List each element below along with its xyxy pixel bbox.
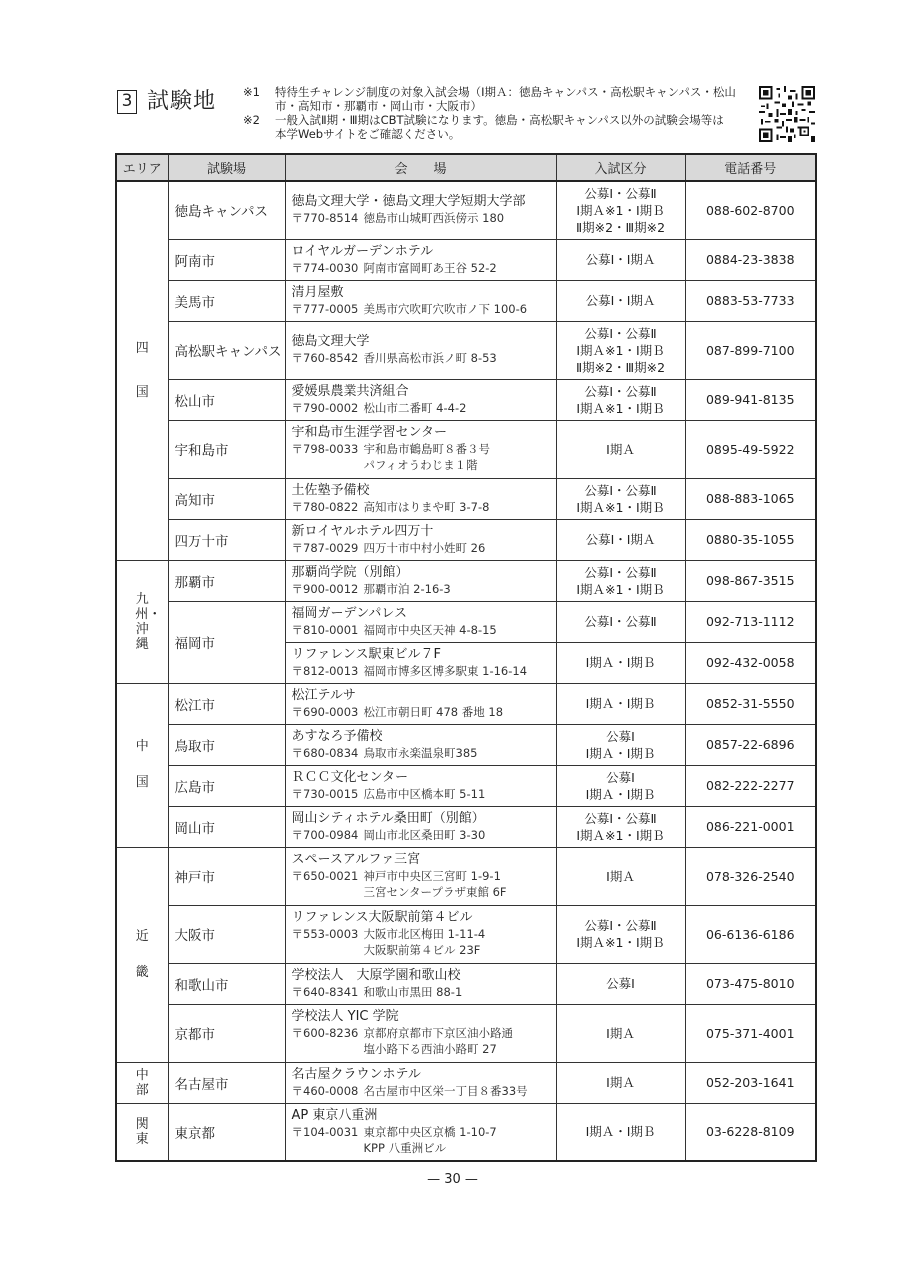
area-label-char: 近 <box>135 928 149 944</box>
venue-name: ＲＣＣ文化センター <box>291 769 408 785</box>
address-line: 宇和島市鶴島町８番３号 <box>363 442 490 456</box>
postal-code: 〒104-0031 <box>291 1124 359 1139</box>
tel-cell: 098-867-3515 <box>685 560 816 601</box>
kubun-line: 公募Ⅰ・公募Ⅱ <box>584 185 657 201</box>
tel-cell: 078-326-2540 <box>685 847 816 905</box>
venue-address <box>292 441 550 473</box>
kubun-cell <box>556 420 685 478</box>
area-label: 中部 <box>135 1067 149 1098</box>
venue-name: 松江テルサ <box>291 687 356 703</box>
venue-cell <box>285 1004 556 1062</box>
col-kubun: 入試区分 <box>556 154 685 181</box>
kubun-cell <box>556 519 685 560</box>
address-line: 岡山市北区桑田町 3-30 <box>363 827 486 842</box>
site-cell: 東京都 <box>168 1103 285 1161</box>
kubun-line: Ⅰ期Ａ※1・Ⅰ期Ｂ <box>576 342 665 358</box>
site-cell: 宇和島市 <box>168 420 285 478</box>
venue-name: AP 東京八重洲 <box>291 1107 378 1123</box>
table-row <box>116 379 816 420</box>
kubun-line: 公募Ⅰ・Ⅰ期Ａ <box>585 532 656 547</box>
venue-cell <box>285 683 556 724</box>
kubun-line: 公募Ⅰ・公募Ⅱ <box>584 482 657 498</box>
table-row <box>116 765 816 806</box>
area-cell <box>116 1062 168 1103</box>
kubun-cell <box>556 601 685 642</box>
kubun-line: Ⅰ期Ａ※1・Ⅰ期Ｂ <box>576 400 665 416</box>
kubun-line: Ⅰ期Ａ <box>606 441 635 457</box>
area-label-char: 四 <box>135 340 149 356</box>
address-line: 美馬市穴吹町穴吹市ノ下 100-6 <box>363 301 528 316</box>
venue-cell <box>285 963 556 1004</box>
site-cell: 高知市 <box>168 478 285 519</box>
section-header <box>117 84 817 146</box>
kubun-line: 公募Ⅰ・Ⅰ期Ａ <box>585 293 656 308</box>
address-line: KPP 八重洲ビル <box>363 1140 447 1155</box>
table-row <box>116 420 816 478</box>
venue-cell <box>285 478 556 519</box>
address-line: 東京都中央区京橋 1-10-7 <box>363 1124 497 1139</box>
venue-cell <box>285 420 556 478</box>
kubun-cell <box>556 1004 685 1062</box>
kubun-line: Ⅰ期Ａ・Ⅰ期Ｂ <box>585 655 656 670</box>
table-row <box>116 478 816 519</box>
table-row <box>116 1004 816 1062</box>
postal-code: 〒640-8341 <box>291 984 359 999</box>
venue-address <box>292 581 550 597</box>
col-area: エリア <box>116 154 168 181</box>
venue-name: 名古屋クラウンホテル <box>291 1066 421 1082</box>
table-row <box>116 560 816 601</box>
kubun-line: Ⅰ期Ａ <box>606 868 635 884</box>
postal-code: 〒787-0029 <box>291 540 359 555</box>
site-cell: 広島市 <box>168 765 285 806</box>
postal-code: 〒600-8236 <box>291 1026 359 1040</box>
exam-sites-table <box>115 153 817 1162</box>
venue-cell <box>285 1103 556 1161</box>
kubun-line: 公募Ⅰ・公募Ⅱ <box>584 383 657 399</box>
tel-cell: 0857-22-6896 <box>685 724 816 765</box>
col-venue: 会 場 <box>285 154 556 181</box>
address-line: 大阪市北区梅田 1-11-4 <box>363 927 486 941</box>
table-row <box>116 519 816 560</box>
kubun-line: Ⅰ期Ａ※1・Ⅰ期Ｂ <box>576 202 665 218</box>
venue-address <box>292 499 550 515</box>
area-label: 九州・沖縄 <box>135 591 162 652</box>
table-row <box>116 181 816 239</box>
site-cell: 名古屋市 <box>168 1062 285 1103</box>
site-cell: 大阪市 <box>168 905 285 963</box>
kubun-cell <box>556 724 685 765</box>
tel-cell: 03-6228-8109 <box>685 1103 816 1161</box>
venue-address <box>292 868 550 900</box>
kubun-cell <box>556 560 685 601</box>
address-line: 三宮センタープラザ東館 6F <box>363 885 507 899</box>
tel-cell: 086-221-0001 <box>685 806 816 847</box>
tel-cell: 073-475-8010 <box>685 963 816 1004</box>
kubun-line: 公募Ⅰ <box>606 976 635 991</box>
postal-code: 〒777-0005 <box>291 301 359 316</box>
kubun-line: 公募Ⅰ・公募Ⅱ <box>584 614 657 629</box>
venue-cell <box>285 239 556 280</box>
address-line: 京都府京都市下京区油小路通 <box>363 1026 513 1040</box>
kubun-line: 公募Ⅰ・Ⅰ期Ａ <box>585 252 656 267</box>
venue-name: リファレンス大阪駅前第４ビル <box>291 910 473 925</box>
venue-name: 学校法人 YIC 学院 <box>291 1009 399 1024</box>
table-row <box>116 280 816 321</box>
site-cell: 和歌山市 <box>168 963 285 1004</box>
postal-code: 〒770-8514 <box>291 211 359 226</box>
site-cell: 阿南市 <box>168 239 285 280</box>
venue-address <box>292 704 550 720</box>
address-line: 大阪駅前第４ビル 23F <box>363 943 481 957</box>
postal-code: 〒553-0003 <box>291 927 359 941</box>
tel-cell: 075-371-4001 <box>685 1004 816 1062</box>
postal-code: 〒812-0013 <box>291 663 359 678</box>
venue-cell <box>285 560 556 601</box>
venue-name: 新ロイヤルホテル四万十 <box>291 523 434 539</box>
table-row <box>116 847 816 905</box>
site-cell: 高松駅キャンパス <box>168 321 285 379</box>
area-label <box>135 929 149 981</box>
tel-cell: 0884-23-3838 <box>685 239 816 280</box>
tel-cell: 0852-31-5550 <box>685 683 816 724</box>
tel-cell: 088-602-8700 <box>685 181 816 239</box>
address-line: 松山市二番町 4-4-2 <box>363 400 467 415</box>
site-cell: 美馬市 <box>168 280 285 321</box>
area-label <box>135 739 149 791</box>
kubun-cell <box>556 963 685 1004</box>
site-cell: 松江市 <box>168 683 285 724</box>
note-2: ※2 一般入試Ⅱ期・Ⅲ期はCBT試験になります。徳島・高松駅キャンパス以外の試験会場等は 本学Webサイトをご確認ください。 <box>243 113 724 141</box>
venue-address <box>292 260 550 276</box>
kubun-line: Ⅰ期Ａ <box>606 1075 635 1090</box>
site-cell: 四万十市 <box>168 519 285 560</box>
venue-cell <box>285 847 556 905</box>
kubun-line: 公募Ⅰ・公募Ⅱ <box>584 918 657 933</box>
table-row <box>116 321 816 379</box>
kubun-cell <box>556 379 685 420</box>
tel-cell: 087-899-7100 <box>685 321 816 379</box>
tel-cell: 089-941-8135 <box>685 379 816 420</box>
kubun-cell <box>556 1103 685 1161</box>
area-label-char: 国 <box>135 384 149 400</box>
kubun-cell <box>556 683 685 724</box>
address-line: 徳島市山城町西浜傍示 180 <box>363 211 505 226</box>
venue-name: リファレンス駅東ビル７F <box>291 646 442 662</box>
site-cell: 鳥取市 <box>168 724 285 765</box>
col-tel: 電話番号 <box>685 154 816 181</box>
venue-name: 徳島文理大学・徳島文理大学短期大学部 <box>291 194 526 210</box>
table-body <box>116 181 816 1161</box>
postal-code: 〒460-0008 <box>291 1083 359 1098</box>
area-label-char: 国 <box>135 775 149 790</box>
postal-code: 〒810-0001 <box>291 622 359 637</box>
address-line: 和歌山市黒田 88-1 <box>363 984 463 999</box>
kubun-cell <box>556 478 685 519</box>
postal-code: 〒680-0834 <box>291 745 359 760</box>
postal-code: 〒700-0984 <box>291 827 359 842</box>
table-row <box>116 683 816 724</box>
tel-cell: 0895-49-5922 <box>685 420 816 478</box>
venue-name: 福岡ガーデンパレス <box>291 605 407 621</box>
venue-address <box>292 400 550 416</box>
address-line: 名古屋市中区栄一丁目８番33号 <box>363 1083 528 1098</box>
tel-cell: 088-883-1065 <box>685 478 816 519</box>
table-row <box>116 963 816 1004</box>
kubun-line: 公募Ⅰ・公募Ⅱ <box>584 325 657 341</box>
tel-cell: 092-713-1112 <box>685 601 816 642</box>
address-line: 神戸市中央区三宮町 1-9-1 <box>363 869 501 883</box>
venue-cell <box>285 724 556 765</box>
kubun-cell <box>556 321 685 379</box>
venue-cell <box>285 642 556 683</box>
kubun-cell <box>556 642 685 683</box>
venue-address <box>292 622 550 638</box>
postal-code: 〒790-0002 <box>291 400 359 415</box>
area-label-char: 畿 <box>135 964 149 980</box>
venue-address <box>292 301 550 317</box>
venue-address <box>292 350 550 366</box>
address-line: 松江市朝日町 478 番地 18 <box>363 704 504 719</box>
kubun-line: Ⅰ期Ａ※1・Ⅰ期Ｂ <box>576 827 665 843</box>
area-cell <box>116 1103 168 1161</box>
tel-cell: 0880-35-1055 <box>685 519 816 560</box>
venue-name: 学校法人 大原学園和歌山校 <box>291 967 461 983</box>
kubun-line: Ⅱ期※2・Ⅲ期※2 <box>575 219 666 235</box>
address-line: 阿南市富岡町あ王谷 52-2 <box>363 260 497 275</box>
table-row <box>116 239 816 280</box>
address-line: 鳥取市永楽温泉町385 <box>363 745 478 760</box>
venue-name: 徳島文理大学 <box>291 334 370 349</box>
table-row <box>116 1103 816 1161</box>
postal-code: 〒650-0021 <box>291 869 359 883</box>
kubun-line: 公募Ⅰ <box>606 769 635 785</box>
kubun-line: Ⅰ期Ａ・Ⅰ期Ｂ <box>585 1124 656 1140</box>
area-cell <box>116 847 168 1062</box>
venue-name: 岡山シティホテル桑田町（別館） <box>291 810 485 826</box>
kubun-cell <box>556 181 685 239</box>
kubun-line: Ⅰ期Ａ※1・Ⅰ期Ｂ <box>576 499 665 515</box>
postal-code: 〒760-8542 <box>291 351 359 365</box>
address-line: 広島市中区橋本町 5-11 <box>363 786 486 801</box>
venue-cell <box>285 601 556 642</box>
site-cell: 京都市 <box>168 1004 285 1062</box>
venue-name: スペースアルファ三宮 <box>291 852 421 867</box>
tel-cell: 052-203-1641 <box>685 1062 816 1103</box>
kubun-line: Ⅰ期Ａ・Ⅰ期Ｂ <box>585 745 656 761</box>
site-cell: 徳島キャンパス <box>168 181 285 239</box>
postal-code: 〒798-0033 <box>291 442 359 456</box>
area-cell <box>116 181 168 560</box>
qr-code-icon[interactable] <box>759 86 815 142</box>
venue-cell <box>285 280 556 321</box>
venue-address <box>292 1083 550 1099</box>
kubun-line: 公募Ⅰ・公募Ⅱ <box>584 810 657 826</box>
address-line: 那覇市泊 2-16-3 <box>363 581 451 596</box>
section-title: 試験地 <box>147 89 217 114</box>
kubun-line: Ⅰ期Ａ・Ⅰ期Ｂ <box>585 786 656 802</box>
venue-name: 清月屋敷 <box>291 284 344 300</box>
venue-cell <box>285 379 556 420</box>
tel-cell: 0883-53-7733 <box>685 280 816 321</box>
tel-cell: 082-222-2277 <box>685 765 816 806</box>
postal-code: 〒774-0030 <box>291 260 359 275</box>
area-label <box>135 341 149 401</box>
venue-cell <box>285 181 556 239</box>
kubun-line: Ⅰ期Ａ※1・Ⅰ期Ｂ <box>576 581 665 597</box>
col-site: 試験場 <box>168 154 285 181</box>
venue-address <box>292 1025 550 1057</box>
postal-code: 〒780-0822 <box>291 499 359 514</box>
kubun-line: 公募Ⅰ <box>606 728 635 744</box>
venue-cell <box>285 321 556 379</box>
kubun-cell <box>556 806 685 847</box>
table-row <box>116 806 816 847</box>
venue-address <box>292 663 550 679</box>
venue-cell <box>285 765 556 806</box>
address-line: 香川県高松市浜ノ町 8-53 <box>363 351 497 365</box>
section-number: 3 <box>117 90 137 114</box>
table-header <box>116 154 816 181</box>
venue-name: 宇和島市生涯学習センター <box>291 425 447 440</box>
kubun-line: Ⅱ期※2・Ⅲ期※2 <box>575 359 666 375</box>
address-line: パフィオうわじま１階 <box>363 458 478 472</box>
venue-address <box>292 210 550 226</box>
site-cell: 神戸市 <box>168 847 285 905</box>
notes <box>243 85 753 141</box>
kubun-cell <box>556 847 685 905</box>
site-cell: 岡山市 <box>168 806 285 847</box>
table-row <box>116 601 816 642</box>
area-label: 関東 <box>135 1116 149 1147</box>
page-number: — 30 — <box>427 1172 478 1187</box>
venue-name: あすなろ予備校 <box>291 728 383 744</box>
kubun-line: Ⅰ期Ａ <box>606 1025 635 1041</box>
kubun-cell <box>556 280 685 321</box>
area-cell <box>116 683 168 847</box>
site-cell: 福岡市 <box>168 601 285 683</box>
venue-address <box>292 786 550 802</box>
kubun-line: Ⅰ期Ａ・Ⅰ期Ｂ <box>585 696 656 711</box>
venue-name: 愛媛県農業共済組合 <box>291 383 409 399</box>
table-row <box>116 724 816 765</box>
venue-name: 那覇尚学院（別館） <box>291 564 409 580</box>
kubun-cell <box>556 239 685 280</box>
venue-cell <box>285 519 556 560</box>
address-line: 四万十市中村小姓町 26 <box>363 540 486 555</box>
address-line: 福岡市中央区天神 4-8-15 <box>363 622 497 637</box>
address-line: 高知市はりまや町 3-7-8 <box>363 499 490 514</box>
venue-address <box>292 926 550 958</box>
site-cell: 那覇市 <box>168 560 285 601</box>
venue-address <box>292 984 550 1000</box>
venue-address <box>292 540 550 556</box>
venue-address <box>292 1124 550 1156</box>
address-line: 塩小路下る西油小路町 27 <box>363 1042 497 1056</box>
area-cell <box>116 560 168 683</box>
venue-cell <box>285 1062 556 1103</box>
tel-cell: 06-6136-6186 <box>685 905 816 963</box>
kubun-cell <box>556 905 685 963</box>
table-row <box>116 905 816 963</box>
kubun-line: Ⅰ期Ａ※1・Ⅰ期Ｂ <box>576 935 665 950</box>
venue-name: ロイヤルガーデンホテル <box>291 243 434 259</box>
venue-cell <box>285 905 556 963</box>
venue-name: 土佐塾予備校 <box>291 482 370 498</box>
table-row <box>116 1062 816 1103</box>
note-1: ※1 特待生チャレンジ制度の対象入試会場（Ⅰ期Ａ：徳島キャンパス・高松駅キャンパス・松山 市・高知市・那覇市・岡山市・大阪市） <box>243 85 736 113</box>
kubun-cell <box>556 1062 685 1103</box>
postal-code: 〒730-0015 <box>291 786 359 801</box>
venue-address <box>292 745 550 761</box>
postal-code: 〒690-0003 <box>291 704 359 719</box>
address-line: 福岡市博多区博多駅東 1-16-14 <box>363 663 528 678</box>
postal-code: 〒900-0012 <box>291 581 359 596</box>
venue-address <box>292 827 550 843</box>
venue-cell <box>285 806 556 847</box>
site-cell: 松山市 <box>168 379 285 420</box>
area-label-char: 中 <box>135 739 149 754</box>
kubun-line: 公募Ⅰ・公募Ⅱ <box>584 564 657 580</box>
kubun-cell <box>556 765 685 806</box>
tel-cell: 092-432-0058 <box>685 642 816 683</box>
